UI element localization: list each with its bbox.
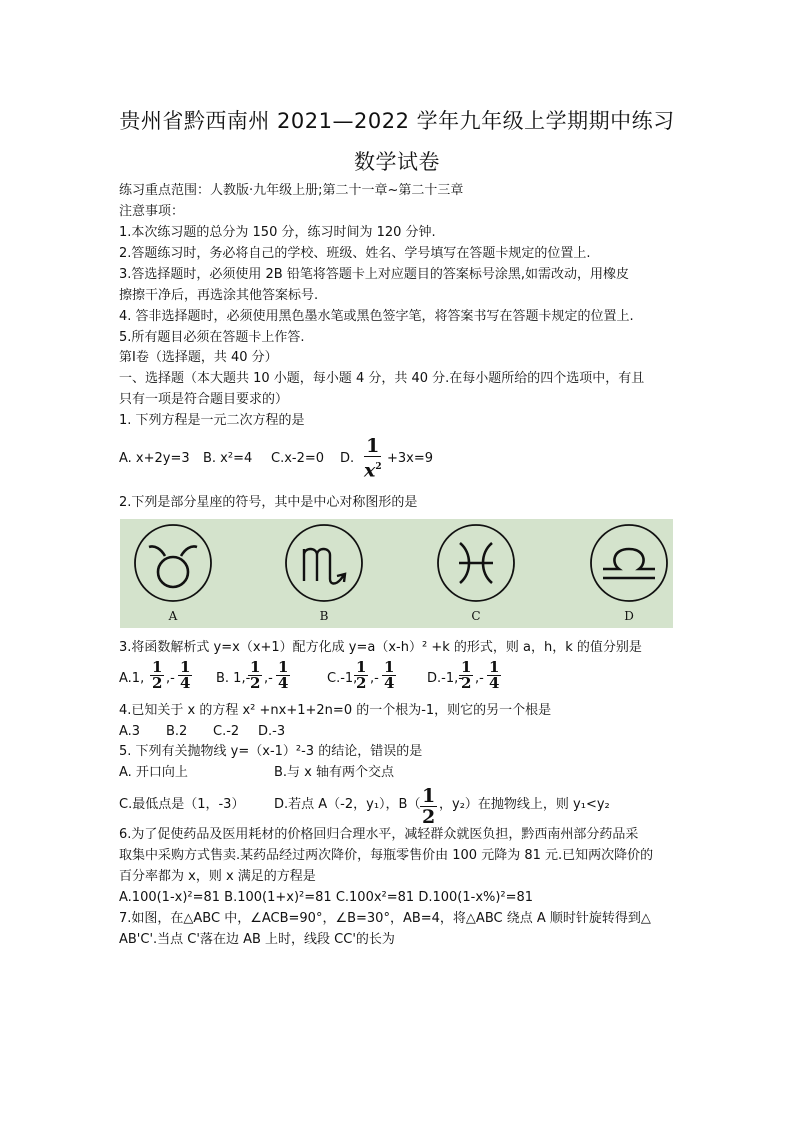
q4-option-b: B.2: [166, 724, 188, 739]
q4-option-d: D.-3: [258, 724, 286, 739]
scorpio-icon: [284, 523, 364, 603]
fraction-numerator: 1: [180, 658, 191, 676]
q4-stem: 4.已知关于 x 的方程 x² +nx+1+2n=0 的一个根为-1，则它的另一个根是: [119, 703, 552, 718]
q1-option-d-fraction: [361, 436, 385, 480]
q4-option-a: A.3: [119, 724, 141, 739]
q3-option-a-label: A.1,: [119, 671, 145, 686]
q5-stem: 5. 下列有关抛物线 y=（x-1）²-3 的结论，错误的是: [119, 744, 423, 759]
q7-stem: AB'C'.当点 C'落在边 AB 上时，线段 CC'的长为: [119, 932, 395, 947]
q3-option-b-k: [275, 660, 291, 691]
fraction-denominator: x: [364, 459, 376, 482]
fraction-denominator: 2: [152, 674, 163, 692]
q3-option-c-k: [381, 660, 397, 691]
q3-option-d-h: [458, 660, 474, 691]
q3-option-b-h: [247, 660, 263, 691]
q1-option-c: C.x-2=0: [271, 451, 325, 466]
exam-subtitle: 数学试卷: [354, 150, 440, 174]
fraction-numerator: 1: [356, 658, 367, 676]
exam-title: 贵州省黔西南州 2021—2022 学年九年级上学期期中练习: [119, 109, 675, 133]
fraction-denominator: 2: [250, 674, 261, 692]
practice-scope: 练习重点范围：人教版·九年级上册;第二十一章~第二十三章: [119, 183, 464, 198]
fraction-numerator: 1: [250, 658, 261, 676]
section-instruction: 只有一项是符合题目要求的）: [119, 392, 289, 407]
notice-item: 1.本次练习题的总分为 150 分，练习时间为 120 分钟.: [119, 225, 436, 240]
notice-item: 4. 答非选择题时，必须使用黑色墨水笔或黑色签字笔，将答案书写在答题卡规定的位置上.: [119, 309, 634, 324]
figure-label-b: B: [319, 609, 329, 623]
fraction-denominator: 2: [422, 806, 436, 828]
pisces-icon: [436, 523, 516, 603]
q3-option-a-sep: ,-: [166, 671, 175, 686]
fraction-denominator: 4: [278, 674, 289, 692]
q3-option-d-k: [486, 660, 502, 691]
q1-option-a: A. x+2y=3: [119, 451, 190, 466]
q3-option-d-label: D.-1,-: [427, 671, 463, 686]
figure-label-d: D: [624, 609, 634, 623]
figure-label-a: A: [168, 609, 178, 623]
q1-option-d-rest: +3x=9: [387, 451, 434, 466]
taurus-icon: [133, 523, 213, 603]
fraction-numerator: 1: [461, 658, 472, 676]
q5-option-d-start: D.若点 A（-2，y₁），B（: [274, 797, 421, 812]
q3-option-d-sep: ,-: [475, 671, 484, 686]
q3-stem: 3.将函数解析式 y=x（x+1）配方化成 y=a（x-h）² +k 的形式，则 a，h，k 的值分别是: [119, 640, 642, 655]
q3-option-c-label: C.-1,: [327, 671, 358, 686]
q5-option-b: B.与 x 轴有两个交点: [274, 765, 395, 780]
notice-item: 擦擦干净后，再选涂其他答案标号.: [119, 288, 319, 303]
q3-option-b-label: B. 1,-: [216, 671, 251, 686]
section-instruction: 一、选择题（本大题共 10 小题，每小题 4 分，共 40 分.在每小题所给的四个选项中，有且: [119, 371, 645, 386]
notice-item: 5.所有题目必须在答题卡上作答.: [119, 330, 305, 345]
q5-option-d-fraction: [419, 786, 438, 827]
zodiac-figure: [120, 519, 673, 628]
notice-item: 2.答题练习时，务必将自己的学校、班级、姓名、学号填写在答题卡规定的位置上.: [119, 246, 591, 261]
fraction-denominator: 4: [180, 674, 191, 692]
fraction-denominator: 2: [356, 674, 367, 692]
q2-stem: 2.下列是部分星座的符号，其中是中心对称图形的是: [119, 495, 418, 510]
q5-option-c: C.最低点是（1，-3）: [119, 797, 245, 812]
q6-options: A.100(1-x)²=81 B.100(1+x)²=81 C.100x²=81 D.100(1-x%)²=81: [119, 890, 534, 905]
q5-option-d-end: ，y₂）在抛物线上，则 y₁<y₂: [439, 797, 610, 812]
q7-stem: 7.如图，在△ABC 中，∠ACB=90°，∠B=30°，AB=4，将△ABC 绕点 A 顺时针旋转得到△: [119, 911, 651, 926]
figure-label-c: C: [471, 609, 481, 623]
q3-option-c-sep: ,-: [370, 671, 379, 686]
q5-option-a: A. 开口向上: [119, 765, 188, 780]
q3-option-b-sep: ,-: [264, 671, 273, 686]
q1-option-d-label: D.: [340, 451, 355, 466]
fraction-numerator: 1: [278, 658, 289, 676]
q6-stem: 6.为了促使药品及医用耗材的价格回归合理水平，减轻群众就医负担，黔西南州部分药品采: [119, 827, 639, 842]
notice-item: 3.答选择题时，必须使用 2B 铅笔将答题卡上对应题目的答案标号涂黑,如需改动，用橡皮: [119, 267, 629, 282]
q1-stem: 1. 下列方程是一元二次方程的是: [119, 413, 305, 428]
fraction-denominator: 2: [461, 674, 472, 692]
q6-stem: 取集中采购方式售卖.某药品经过两次降价，每瓶零售价由 100 元降为 81 元.已知两次降价的: [119, 848, 654, 863]
q6-stem: 百分率都为 x，则 x 满足的方程是: [119, 869, 316, 884]
fraction-numerator: 1: [384, 658, 395, 676]
fraction-numerator: 1: [422, 785, 436, 807]
fraction-denominator: 4: [384, 674, 395, 692]
fraction-denominator: 4: [489, 674, 500, 692]
q3-option-a-k: [177, 660, 193, 691]
q1-option-b: B. x²=4: [203, 451, 253, 466]
q3-option-a-h: [149, 660, 165, 691]
part-one-heading: 第Ⅰ卷（选择题，共 40 分）: [119, 350, 278, 365]
q4-option-c: C.-2: [213, 724, 240, 739]
notice-heading: 注意事项：: [119, 204, 185, 219]
q3-option-c-h: [353, 660, 369, 691]
fraction-exponent: 2: [375, 462, 382, 472]
fraction-numerator: 1: [366, 435, 380, 457]
fraction-numerator: 1: [152, 658, 163, 676]
fraction-numerator: 1: [489, 658, 500, 676]
libra-icon: [589, 523, 669, 603]
